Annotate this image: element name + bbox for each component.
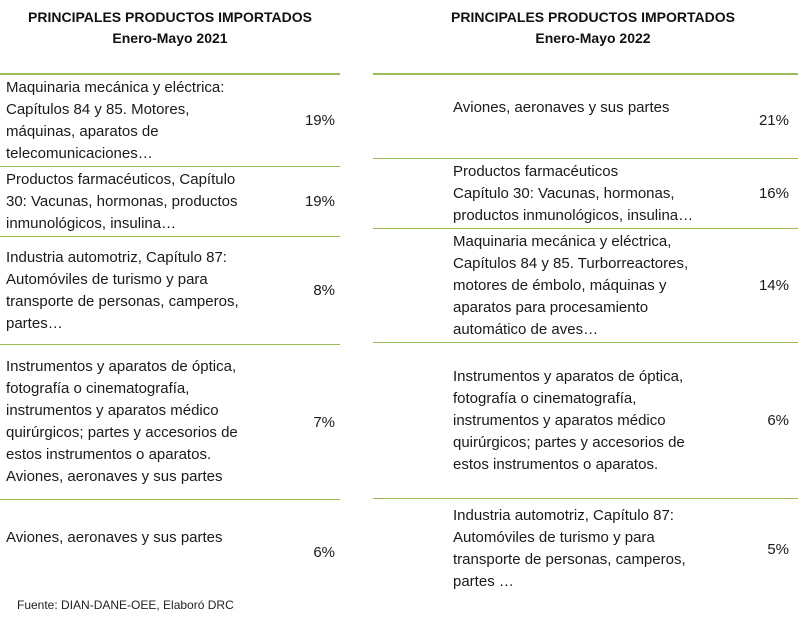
product-share: 16% [758,185,789,202]
product-share: 14% [758,277,789,294]
product-description: Maquinaria mecánica y eléctrica, Capítulos 84 y 85. Turborreactores, motores de émbolo, máquinas y aparatos para procesamiento automático de aves… [453,232,689,338]
product-share: 6% [313,544,335,561]
product-share: 21% [758,112,789,129]
title-line1: PRINCIPALES PRODUCTOS IMPORTADOS [28,9,312,25]
table-row [373,75,798,159]
table-row [0,345,340,500]
table-row [373,499,798,599]
product-share: 19% [304,193,335,210]
table-2022 [373,0,798,599]
table-row [373,343,798,499]
table-2021 [0,0,340,575]
product-description: Industria automotriz, Capítulo 87: Automóviles de turismo y para transporte de personas, camperos, partes… [6,248,239,332]
product-share: 6% [767,412,789,429]
table-row [0,237,340,345]
table-row [373,229,798,343]
product-description: Productos farmacéuticos Capítulo 30: Vacunas, hormonas, productos inmunológicos, insulina… [453,162,694,224]
product-share: 7% [313,413,335,431]
product-description: Instrumentos y aparatos de óptica, fotografía o cinematografía, instrumentos y aparatos médico quirúrgicos; partes y accesorios de estos instrumentos o aparatos. [453,367,685,473]
table-title-2022 [343,0,805,64]
table-title-2021 [0,0,340,64]
source-note: Fuente: DIAN-DANE-OEE, Elaboró DRC [17,598,234,612]
title-line1: PRINCIPALES PRODUCTOS IMPORTADOS [451,9,735,25]
table-row [0,500,340,575]
table-row [373,159,798,229]
product-share: 8% [313,282,335,299]
product-share: 5% [767,540,789,558]
product-description: Aviones, aeronaves y sus partes [6,528,223,546]
title-period: Enero-Mayo 2021 [112,30,228,46]
product-description: Aviones, aeronaves y sus partes [453,99,670,116]
product-description: Industria automotriz, Capítulo 87: Automóviles de turismo y para transporte de personas, camperos, partes … [453,507,686,590]
product-description: Instrumentos y aparatos de óptica, fotografía o cinematografía, instrumentos y aparatos médico quirúrgicos; partes y accesorios de estos instrumentos o aparatos. Aviones, aeronaves y sus partes [6,358,238,485]
product-share: 19% [304,112,335,129]
table-row [0,75,340,167]
product-description: Maquinaria mecánica y eléctrica: Capítulos 84 y 85. Motores, máquinas, aparatos de telecomunicaciones… [6,78,225,162]
product-description: Productos farmacéuticos, Capítulo 30: Vacunas, hormonas, productos inmunológicos, insulina… [6,170,238,232]
table-row [0,167,340,237]
title-period: Enero-Mayo 2022 [535,30,651,46]
